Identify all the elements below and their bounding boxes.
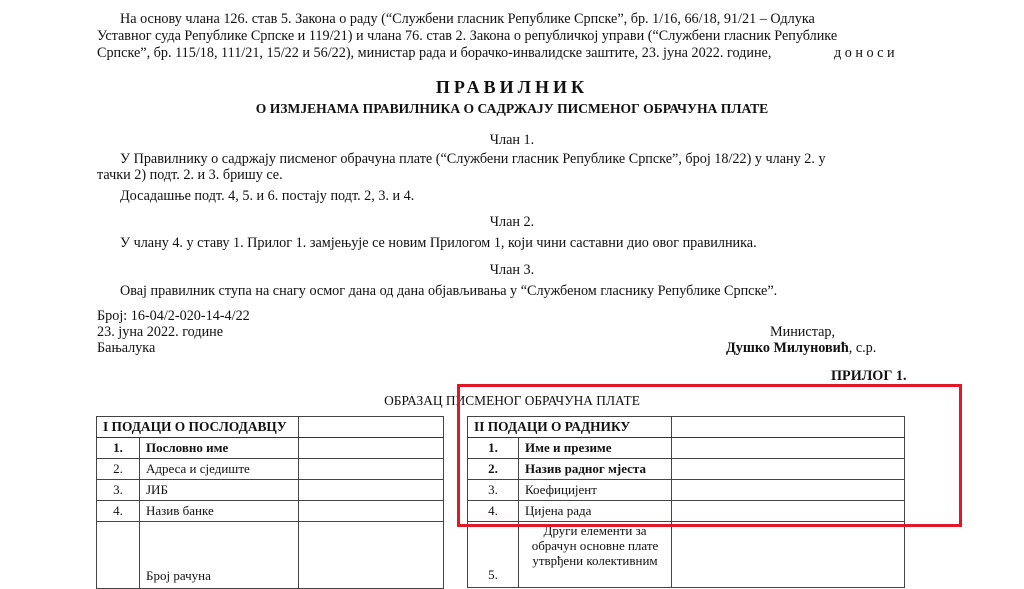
row-number: 1.	[97, 438, 140, 459]
table-row	[468, 501, 905, 522]
row-number: 2.	[97, 459, 140, 480]
employer-table-header: I ПОДАЦИ О ПОСЛОДАВЦУ	[97, 417, 299, 438]
article-3-line-1: Овај правилник ступа на снагу осмог дана од дана објављивања у “Службеном гласнику Републике Српске”.	[120, 283, 778, 299]
table-row	[97, 438, 444, 459]
preamble-line-3: Српске”, бр. 115/18, 111/21, 15/22 и 56/22), министар рада и борачко-инвалидске заштите, 23. јуна 2022. године,	[97, 45, 772, 61]
document-date: 23. јуна 2022. године	[97, 324, 224, 340]
row-label: Адреса и сједиште	[140, 459, 299, 480]
table-cell-empty	[672, 417, 905, 438]
employee-table	[467, 416, 905, 588]
document-subtitle: О ИЗМЈЕНАМА ПРАВИЛНИКА О САДРЖАЈУ ПИСМЕНОГ ОБРАЧУНА ПЛАТЕ	[255, 101, 769, 116]
table-cell-empty	[672, 501, 905, 522]
row-number: 3.	[97, 480, 140, 501]
signatory-name: Душко Милуновић	[726, 340, 849, 356]
table-row	[97, 480, 444, 501]
row-number: 5.	[468, 522, 519, 588]
row-label: Назив радног мјеста	[519, 459, 672, 480]
row-label: Број рачуна	[140, 522, 299, 589]
employer-table-header-row	[97, 417, 444, 438]
row-label: Други елементи за обрачун основне плате утврђени колективним	[519, 522, 672, 588]
table-row	[468, 459, 905, 480]
table-cell-empty	[299, 480, 444, 501]
row-number: 1.	[468, 438, 519, 459]
table-row	[97, 501, 444, 522]
table-cell-empty	[299, 459, 444, 480]
row-label: ЈИБ	[140, 480, 299, 501]
document-place: Бањалука	[97, 340, 156, 356]
article-2-line-1: У члану 4. у ставу 1. Прилог 1. замјењује се новим Прилогом 1, који чини саставни дио овог правилника.	[120, 235, 757, 251]
table-cell-empty	[299, 501, 444, 522]
signatory-suffix: , с.р.	[848, 340, 877, 356]
preamble-line-1: На основу члана 126. став 5. Закона о раду (“Службени гласник Републике Српске”, бр. 1/16, 66/18, 91/21 – Одлука	[120, 11, 815, 27]
document-title: ПРАВИЛНИК	[435, 77, 589, 97]
table-row	[97, 522, 444, 589]
row-label: Цијена рада	[519, 501, 672, 522]
row-number	[97, 522, 140, 589]
table-cell-empty	[299, 417, 444, 438]
table-row	[468, 522, 905, 588]
table-cell-empty	[299, 438, 444, 459]
article-3-heading: Члан 3.	[489, 262, 535, 278]
table-row	[468, 438, 905, 459]
row-number: 4.	[97, 501, 140, 522]
row-label: Пословно име	[140, 438, 299, 459]
signatory	[726, 340, 876, 357]
employee-table-header: II ПОДАЦИ О РАДНИКУ	[468, 417, 672, 438]
article-1-heading: Члан 1.	[489, 132, 535, 148]
table-cell-empty	[672, 459, 905, 480]
employer-table	[96, 416, 444, 589]
document-number: Број: 16-04/2-020-14-4/22	[97, 308, 250, 324]
table-cell-empty	[672, 438, 905, 459]
article-1-line-1: У Правилнику о садржају писменог обрачуна плате (“Службени гласник Републике Српске”, број 18/22) у члану 2. у	[120, 151, 826, 167]
row-number: 3.	[468, 480, 519, 501]
article-2-heading: Члан 2.	[489, 214, 535, 230]
table-cell-empty	[299, 522, 444, 589]
table-row	[468, 480, 905, 501]
preamble-line-2: Уставног суда Републике Српске и 119/21) и члана 76. став 2. Закона о републичкој управи (“Службени гласник Републике	[97, 28, 838, 44]
table-row	[97, 459, 444, 480]
row-label: Име и презиме	[519, 438, 672, 459]
form-title: ОБРАЗАЦ ПИСМЕНОГ ОБРАЧУНА ПЛАТЕ	[384, 393, 640, 408]
table-cell-empty	[672, 480, 905, 501]
article-1-line-3: Досадашње подт. 4, 5. и 6. постају подт. 2, 3. и 4.	[120, 188, 415, 204]
row-number: 4.	[468, 501, 519, 522]
signatory-role: Министар,	[770, 324, 836, 340]
employee-table-header-row	[468, 417, 905, 438]
table-cell-empty	[672, 522, 905, 588]
row-label: Коефицијент	[519, 480, 672, 501]
article-1-line-2: тачки 2) подт. 2. и 3. бришу се.	[97, 167, 283, 183]
row-label: Назив банке	[140, 501, 299, 522]
row-number: 2.	[468, 459, 519, 480]
preamble-enacts: д о н о с и	[834, 45, 895, 61]
annex-label: ПРИЛОГ 1.	[831, 368, 907, 384]
